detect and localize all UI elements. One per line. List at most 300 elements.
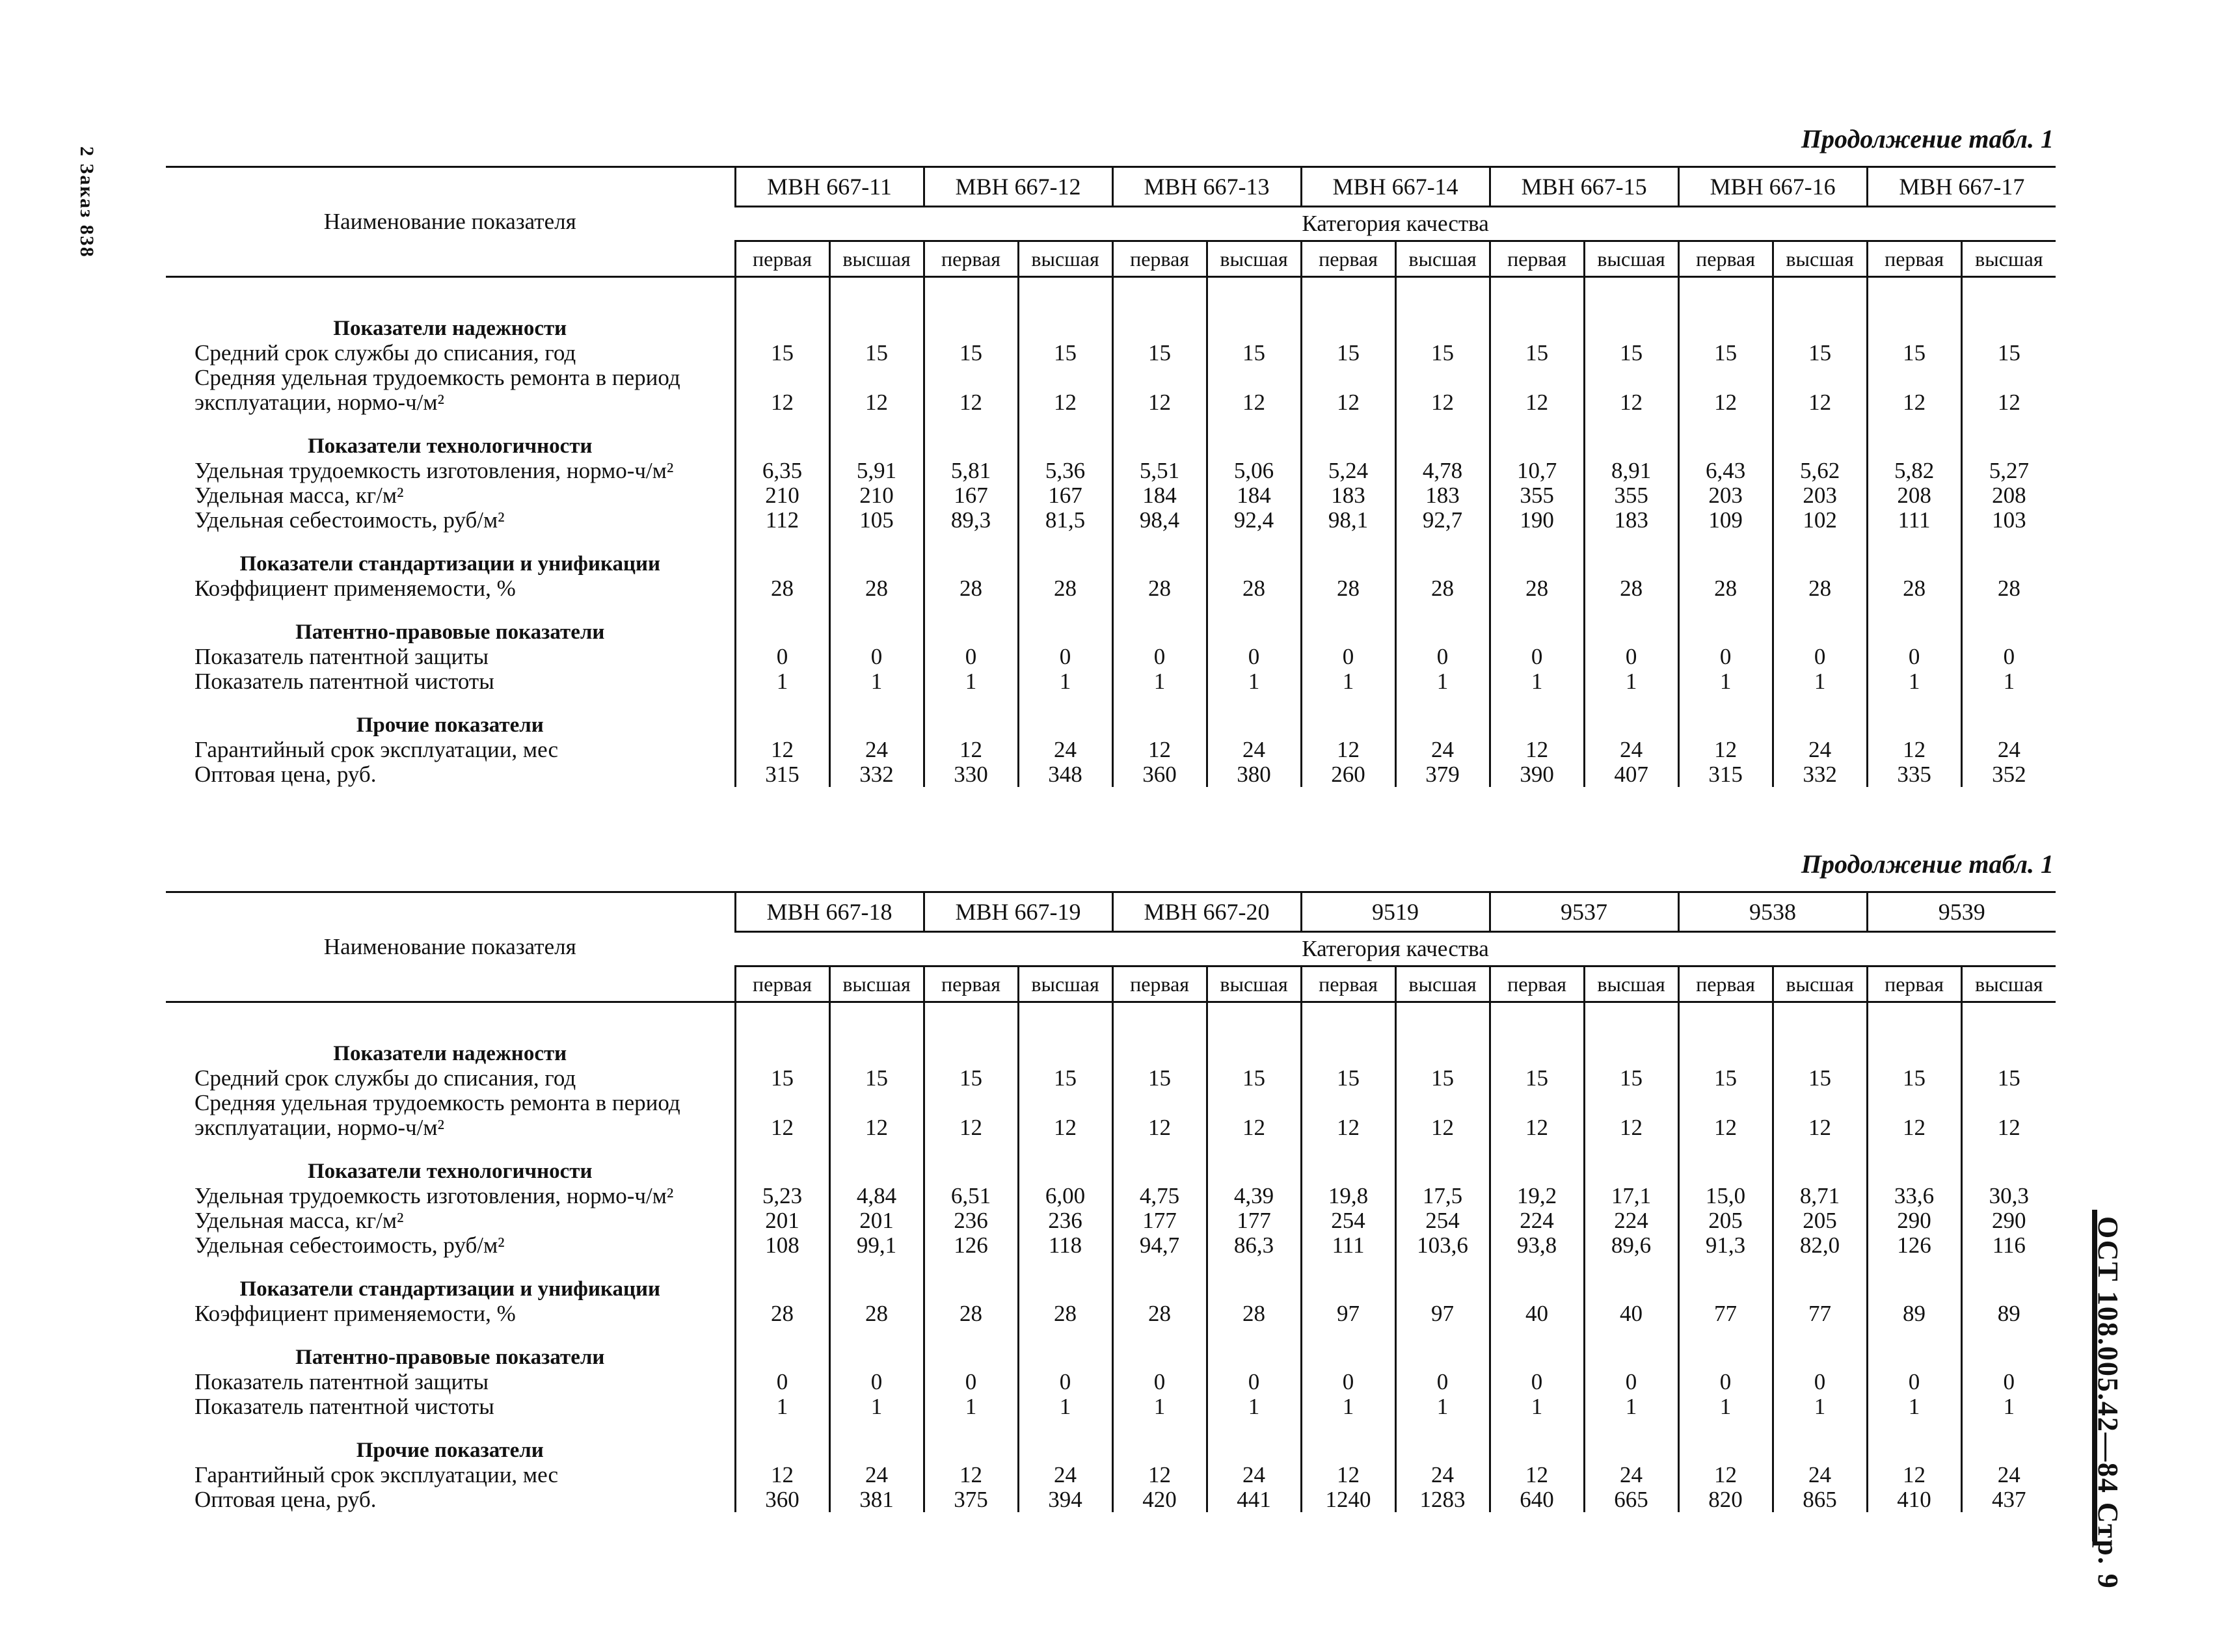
value-cell: 126	[924, 1233, 1018, 1258]
value-cell: 12	[1867, 738, 1961, 762]
value-cell: 28	[1112, 576, 1207, 601]
value-cell: 28	[735, 576, 829, 601]
model-header: МВН 667-14	[1301, 167, 1490, 207]
indicator-name: Средняя удельная трудоемкость ремонта в период эксплуатации, нормо-ч/м²	[195, 1091, 680, 1140]
value-cell: 19,2	[1490, 1184, 1584, 1208]
model-header: МВН 667-18	[735, 892, 924, 932]
value-cell: 4,39	[1207, 1184, 1301, 1208]
value-cell: 15	[735, 1066, 829, 1091]
value-cell: 15	[924, 1066, 1018, 1091]
value-cell: 12	[1301, 738, 1395, 762]
table-row	[166, 1487, 2056, 1512]
value-cell: 17,5	[1395, 1184, 1490, 1208]
value-cell: 183	[1584, 508, 1678, 533]
value-cell: 1	[1867, 1394, 1961, 1419]
value-cell: 0	[829, 645, 924, 669]
value-cell: 5,24	[1301, 459, 1395, 483]
indicator-name: Гарантийный срок эксплуатации, мес	[195, 738, 559, 762]
group-title: Показатели технологичности	[307, 1160, 593, 1183]
value-cell: 360	[1112, 762, 1207, 787]
quality-level-header: высшая	[829, 966, 924, 1002]
model-header: МВН 667-17	[1867, 167, 2056, 207]
value-cell: 15	[1112, 341, 1207, 366]
value-cell: 89,3	[924, 508, 1018, 533]
value-cell: 0	[924, 1370, 1018, 1394]
value-cell: 103,6	[1395, 1233, 1490, 1258]
value-cell: 1	[1301, 669, 1395, 694]
value-cell: 332	[1773, 762, 1867, 787]
value-cell: 360	[735, 1487, 829, 1512]
value-cell: 260	[1301, 762, 1395, 787]
value-cell: 1	[1867, 669, 1961, 694]
value-cell: 126	[1867, 1233, 1961, 1258]
value-cell: 15	[1018, 1066, 1112, 1091]
value-cell: 28	[1961, 576, 2056, 601]
value-cell: 15	[1678, 341, 1773, 366]
model-header: МВН 667-15	[1490, 167, 1678, 207]
value-cell: 1	[1773, 669, 1867, 694]
value-cell: 12	[1678, 1091, 1773, 1140]
quality-level-header: первая	[1678, 241, 1773, 277]
table-row	[166, 1184, 2056, 1208]
value-cell: 0	[1584, 645, 1678, 669]
group-title: Патентно-правовые показатели	[295, 1346, 605, 1369]
value-cell: 1	[1773, 1394, 1867, 1419]
value-cell: 290	[1961, 1208, 2056, 1233]
table-continuation-label-2: Продолжение табл. 1	[1801, 849, 2054, 879]
table-continuation-label-1: Продолжение табл. 1	[1801, 124, 2054, 153]
value-cell: 1	[1961, 669, 2056, 694]
table-row	[166, 1370, 2056, 1394]
value-cell: 1	[1490, 669, 1584, 694]
value-cell: 5,91	[829, 459, 924, 483]
value-cell: 355	[1490, 483, 1584, 508]
value-cell: 111	[1867, 508, 1961, 533]
value-cell: 12	[1490, 366, 1584, 415]
value-cell: 28	[1678, 576, 1773, 601]
value-cell: 12	[1490, 738, 1584, 762]
value-cell: 24	[1395, 738, 1490, 762]
standard-page-label: ОСТ 108.005.42—84 Стр. 9	[2092, 1216, 2124, 1590]
value-cell: 24	[1018, 1463, 1112, 1487]
value-cell: 379	[1395, 762, 1490, 787]
quality-level-header: первая	[1112, 241, 1207, 277]
table-row	[166, 1066, 2056, 1091]
value-cell: 24	[1584, 1463, 1678, 1487]
value-cell: 24	[1207, 1463, 1301, 1487]
indicator-name: Средняя удельная трудоемкость ремонта в период эксплуатации, нормо-ч/м²	[195, 366, 680, 415]
value-cell: 390	[1490, 762, 1584, 787]
indicator-name: Оптовая цена, руб.	[195, 1487, 377, 1512]
value-cell: 865	[1773, 1487, 1867, 1512]
value-cell: 0	[1018, 1370, 1112, 1394]
value-cell: 394	[1018, 1487, 1112, 1512]
value-cell: 15	[1867, 1066, 1961, 1091]
value-cell: 12	[1867, 366, 1961, 415]
group-title: Прочие показатели	[356, 713, 544, 737]
value-cell: 30,3	[1961, 1184, 2056, 1208]
page-side-note: 2 Заказ 838	[76, 146, 98, 258]
table-row	[166, 459, 2056, 483]
value-cell: 1	[924, 669, 1018, 694]
value-cell: 10,7	[1490, 459, 1584, 483]
value-cell: 12	[924, 366, 1018, 415]
quality-level-header: первая	[1867, 241, 1961, 277]
value-cell: 0	[1490, 1370, 1584, 1394]
model-header: МВН 667-19	[924, 892, 1112, 932]
quality-level-header: высшая	[1773, 966, 1867, 1002]
value-cell: 28	[1207, 1301, 1301, 1326]
value-cell: 4,75	[1112, 1184, 1207, 1208]
value-cell: 0	[1301, 645, 1395, 669]
quality-level-header: первая	[1301, 241, 1395, 277]
quality-level-header: высшая	[1961, 966, 2056, 1002]
value-cell: 205	[1678, 1208, 1773, 1233]
value-cell: 177	[1112, 1208, 1207, 1233]
table-row	[166, 1208, 2056, 1233]
table-row	[166, 669, 2056, 694]
value-cell: 15	[1395, 1066, 1490, 1091]
value-cell: 665	[1584, 1487, 1678, 1512]
value-cell: 86,3	[1207, 1233, 1301, 1258]
value-cell: 103	[1961, 508, 2056, 533]
table-row	[166, 738, 2056, 762]
value-cell: 330	[924, 762, 1018, 787]
model-header: МВН 667-12	[924, 167, 1112, 207]
value-cell: 40	[1490, 1301, 1584, 1326]
value-cell: 28	[1584, 576, 1678, 601]
indicator-name: Гарантийный срок эксплуатации, мес	[195, 1463, 559, 1487]
value-cell: 210	[829, 483, 924, 508]
value-cell: 208	[1961, 483, 2056, 508]
value-cell: 89	[1867, 1301, 1961, 1326]
quality-level-header: высшая	[1018, 966, 1112, 1002]
value-cell: 89	[1961, 1301, 2056, 1326]
value-cell: 201	[829, 1208, 924, 1233]
value-cell: 1	[829, 1394, 924, 1419]
value-cell: 28	[1018, 1301, 1112, 1326]
table-row	[166, 483, 2056, 508]
model-header: 9538	[1678, 892, 1867, 932]
value-cell: 8,71	[1773, 1184, 1867, 1208]
value-cell: 19,8	[1301, 1184, 1395, 1208]
quality-level-header: первая	[1678, 966, 1773, 1002]
value-cell: 15	[1490, 341, 1584, 366]
group-title: Прочие показатели	[356, 1439, 544, 1462]
value-cell: 375	[924, 1487, 1018, 1512]
value-cell: 201	[735, 1208, 829, 1233]
value-cell: 12	[1112, 1463, 1207, 1487]
table-row	[166, 1301, 2056, 1326]
quality-level-header: первая	[735, 966, 829, 1002]
value-cell: 15	[1112, 1066, 1207, 1091]
indicator-name: Средний срок службы до списания, год	[195, 341, 576, 366]
value-cell: 24	[1961, 738, 2056, 762]
quality-level-header: высшая	[1584, 966, 1678, 1002]
quality-level-header: высшая	[1207, 966, 1301, 1002]
value-cell: 0	[1773, 645, 1867, 669]
value-cell: 97	[1395, 1301, 1490, 1326]
value-cell: 1	[1018, 1394, 1112, 1419]
value-cell: 1	[1584, 669, 1678, 694]
indicator-name: Удельная трудоемкость изготовления, нормо-ч/м²	[195, 459, 674, 483]
value-cell: 93,8	[1490, 1233, 1584, 1258]
value-cell: 12	[1961, 1091, 2056, 1140]
indicator-name: Коэффициент применяемости, %	[195, 1301, 516, 1326]
value-cell: 12	[1112, 1091, 1207, 1140]
value-cell: 12	[735, 366, 829, 415]
value-cell: 820	[1678, 1487, 1773, 1512]
value-cell: 15	[924, 341, 1018, 366]
value-cell: 24	[829, 738, 924, 762]
value-cell: 28	[924, 1301, 1018, 1326]
group-title: Показатели технологичности	[307, 434, 593, 458]
value-cell: 17,1	[1584, 1184, 1678, 1208]
value-cell: 24	[1395, 1463, 1490, 1487]
group-title: Показатели стандартизации и унификации	[239, 1277, 661, 1301]
group-title: Показатели надежности	[333, 317, 567, 340]
value-cell: 15,0	[1678, 1184, 1773, 1208]
column-header-name: Наименование показателя	[166, 167, 735, 277]
value-cell: 12	[1301, 366, 1395, 415]
value-cell: 98,1	[1301, 508, 1395, 533]
value-cell: 40	[1584, 1301, 1678, 1326]
value-cell: 15	[1773, 1066, 1867, 1091]
value-cell: 94,7	[1112, 1233, 1207, 1258]
table-row	[166, 645, 2056, 669]
value-cell: 28	[1490, 576, 1584, 601]
value-cell: 0	[1961, 1370, 2056, 1394]
quality-level-header: высшая	[1395, 241, 1490, 277]
value-cell: 381	[829, 1487, 924, 1512]
value-cell: 1	[1207, 669, 1301, 694]
indicator-name: Показатель патентной защиты	[195, 1370, 489, 1394]
table-row	[166, 341, 2056, 366]
value-cell: 0	[1301, 1370, 1395, 1394]
value-cell: 167	[1018, 483, 1112, 508]
value-cell: 380	[1207, 762, 1301, 787]
group-title: Показатели надежности	[333, 1042, 567, 1065]
value-cell: 28	[1773, 576, 1867, 601]
value-cell: 28	[1207, 576, 1301, 601]
value-cell: 28	[1395, 576, 1490, 601]
value-cell: 6,35	[735, 459, 829, 483]
value-cell: 92,4	[1207, 508, 1301, 533]
value-cell: 15	[1301, 341, 1395, 366]
value-cell: 1	[829, 669, 924, 694]
indicator-name: Показатель патентной чистоты	[195, 1394, 494, 1419]
value-cell: 8,91	[1584, 459, 1678, 483]
value-cell: 28	[1301, 576, 1395, 601]
value-cell: 15	[829, 1066, 924, 1091]
value-cell: 4,84	[829, 1184, 924, 1208]
table-row	[166, 762, 2056, 787]
value-cell: 15	[1961, 1066, 2056, 1091]
value-cell: 12	[1301, 1463, 1395, 1487]
value-cell: 24	[1018, 738, 1112, 762]
value-cell: 98,4	[1112, 508, 1207, 533]
value-cell: 12	[1395, 366, 1490, 415]
value-cell: 6,00	[1018, 1184, 1112, 1208]
value-cell: 12	[1301, 1091, 1395, 1140]
value-cell: 112	[735, 508, 829, 533]
value-cell: 348	[1018, 762, 1112, 787]
value-cell: 12	[829, 366, 924, 415]
quality-level-header: высшая	[1018, 241, 1112, 277]
value-cell: 407	[1584, 762, 1678, 787]
quality-level-header: высшая	[1961, 241, 2056, 277]
value-cell: 0	[1867, 645, 1961, 669]
value-cell: 12	[1395, 1091, 1490, 1140]
value-cell: 1	[1490, 1394, 1584, 1419]
value-cell: 315	[1678, 762, 1773, 787]
value-cell: 15	[1867, 341, 1961, 366]
value-cell: 109	[1678, 508, 1773, 533]
value-cell: 5,82	[1867, 459, 1961, 483]
value-cell: 28	[829, 1301, 924, 1326]
value-cell: 12	[1584, 366, 1678, 415]
data-table-2	[166, 891, 2056, 1512]
value-cell: 15	[735, 341, 829, 366]
value-cell: 28	[735, 1301, 829, 1326]
value-cell: 5,23	[735, 1184, 829, 1208]
value-cell: 111	[1301, 1233, 1395, 1258]
value-cell: 12	[1490, 1463, 1584, 1487]
value-cell: 24	[829, 1463, 924, 1487]
value-cell: 335	[1867, 762, 1961, 787]
quality-level-header: первая	[1490, 966, 1584, 1002]
value-cell: 0	[1112, 645, 1207, 669]
quality-level-header: высшая	[1207, 241, 1301, 277]
value-cell: 12	[1207, 366, 1301, 415]
value-cell: 28	[924, 576, 1018, 601]
value-cell: 0	[1395, 645, 1490, 669]
value-cell: 15	[1490, 1066, 1584, 1091]
value-cell: 12	[1490, 1091, 1584, 1140]
quality-level-header: высшая	[1395, 966, 1490, 1002]
value-cell: 203	[1678, 483, 1773, 508]
value-cell: 332	[829, 762, 924, 787]
quality-category-header: Категория качества	[735, 207, 2056, 241]
value-cell: 236	[1018, 1208, 1112, 1233]
indicator-name: Удельная трудоемкость изготовления, нормо-ч/м²	[195, 1184, 674, 1208]
value-cell: 6,51	[924, 1184, 1018, 1208]
quality-level-header: первая	[1301, 966, 1395, 1002]
value-cell: 1	[1301, 1394, 1395, 1419]
value-cell: 5,36	[1018, 459, 1112, 483]
value-cell: 0	[1207, 1370, 1301, 1394]
value-cell: 12	[735, 1091, 829, 1140]
value-cell: 184	[1112, 483, 1207, 508]
value-cell: 183	[1301, 483, 1395, 508]
value-cell: 0	[924, 645, 1018, 669]
value-cell: 0	[1584, 1370, 1678, 1394]
value-cell: 355	[1584, 483, 1678, 508]
value-cell: 92,7	[1395, 508, 1490, 533]
value-cell: 12	[1961, 366, 2056, 415]
indicator-name: Показатель патентной защиты	[195, 645, 489, 669]
value-cell: 12	[1678, 366, 1773, 415]
value-cell: 12	[1867, 1463, 1961, 1487]
table-row	[166, 1394, 2056, 1419]
value-cell: 410	[1867, 1487, 1961, 1512]
value-cell: 0	[735, 1370, 829, 1394]
model-header: 9537	[1490, 892, 1678, 932]
value-cell: 1	[1112, 1394, 1207, 1419]
value-cell: 208	[1867, 483, 1961, 508]
value-cell: 116	[1961, 1233, 2056, 1258]
value-cell: 420	[1112, 1487, 1207, 1512]
value-cell: 12	[1678, 738, 1773, 762]
value-cell: 1	[1207, 1394, 1301, 1419]
value-cell: 12	[1678, 1463, 1773, 1487]
model-header: 9519	[1301, 892, 1490, 932]
data-table-1	[166, 166, 2056, 787]
value-cell: 5,62	[1773, 459, 1867, 483]
value-cell: 82,0	[1773, 1233, 1867, 1258]
quality-level-header: первая	[1867, 966, 1961, 1002]
value-cell: 177	[1207, 1208, 1301, 1233]
value-cell: 1	[1018, 669, 1112, 694]
value-cell: 77	[1678, 1301, 1773, 1326]
value-cell: 15	[1584, 341, 1678, 366]
value-cell: 105	[829, 508, 924, 533]
value-cell: 12	[1018, 366, 1112, 415]
value-cell: 28	[829, 576, 924, 601]
value-cell: 0	[829, 1370, 924, 1394]
table-row	[166, 366, 2056, 415]
value-cell: 290	[1867, 1208, 1961, 1233]
value-cell: 0	[1490, 645, 1584, 669]
value-cell: 12	[1112, 366, 1207, 415]
value-cell: 12	[1207, 1091, 1301, 1140]
value-cell: 12	[924, 1463, 1018, 1487]
value-cell: 5,27	[1961, 459, 2056, 483]
value-cell: 28	[1867, 576, 1961, 601]
value-cell: 15	[1584, 1066, 1678, 1091]
value-cell: 108	[735, 1233, 829, 1258]
value-cell: 15	[1207, 1066, 1301, 1091]
group-title: Патентно-правовые показатели	[295, 620, 605, 644]
value-cell: 1	[1678, 1394, 1773, 1419]
value-cell: 0	[1112, 1370, 1207, 1394]
value-cell: 0	[1207, 645, 1301, 669]
value-cell: 5,81	[924, 459, 1018, 483]
value-cell: 28	[1112, 1301, 1207, 1326]
value-cell: 224	[1490, 1208, 1584, 1233]
value-cell: 1	[1395, 669, 1490, 694]
value-cell: 640	[1490, 1487, 1584, 1512]
quality-level-header: высшая	[1773, 241, 1867, 277]
value-cell: 15	[1395, 341, 1490, 366]
value-cell: 24	[1961, 1463, 2056, 1487]
value-cell: 0	[1678, 645, 1773, 669]
indicator-name: Оптовая цена, руб.	[195, 762, 377, 787]
table-row	[166, 508, 2056, 533]
value-cell: 0	[1018, 645, 1112, 669]
value-cell: 184	[1207, 483, 1301, 508]
value-cell: 437	[1961, 1487, 2056, 1512]
value-cell: 254	[1395, 1208, 1490, 1233]
indicator-name: Удельная себестоимость, руб/м²	[195, 1233, 505, 1258]
value-cell: 441	[1207, 1487, 1301, 1512]
value-cell: 12	[1773, 366, 1867, 415]
indicator-name: Показатель патентной чистоты	[195, 669, 494, 694]
value-cell: 5,51	[1112, 459, 1207, 483]
value-cell: 99,1	[829, 1233, 924, 1258]
value-cell: 24	[1584, 738, 1678, 762]
value-cell: 5,06	[1207, 459, 1301, 483]
